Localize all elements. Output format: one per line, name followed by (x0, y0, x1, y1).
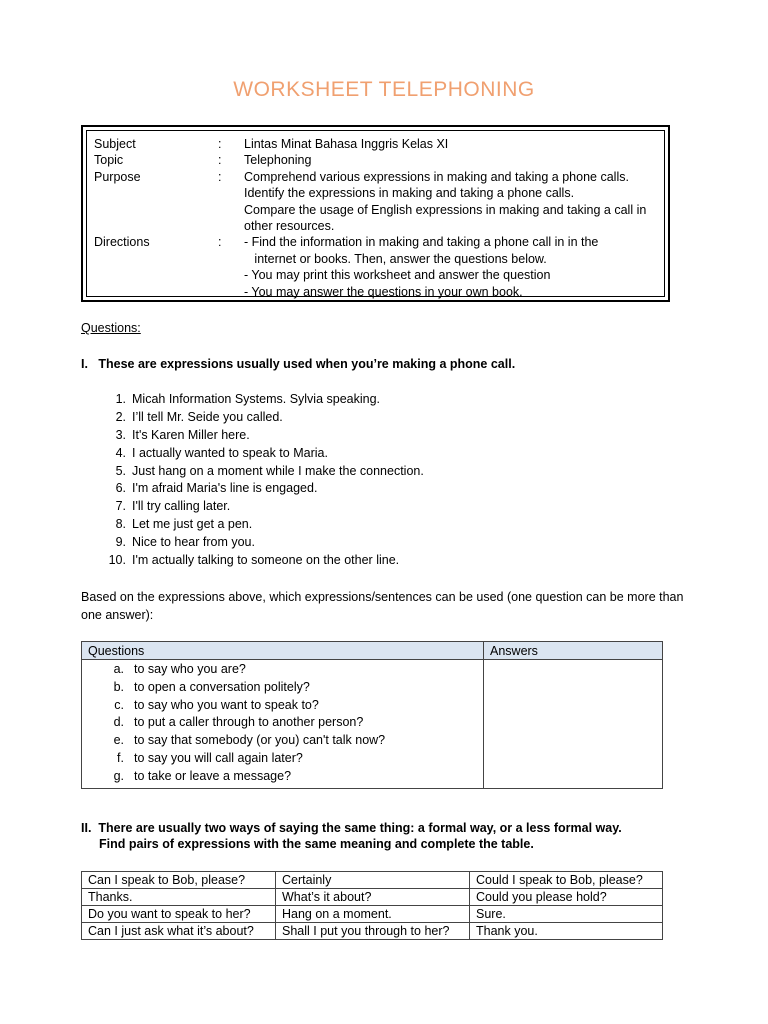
list-item (108, 661, 483, 679)
list-item (100, 552, 424, 570)
question-list (82, 660, 483, 788)
table-cell: Could you please hold? (470, 889, 663, 906)
colon: : (218, 153, 222, 168)
question-letter: a. (113, 662, 124, 676)
list-item (100, 391, 424, 409)
question-text: to open a conversation politely? (134, 679, 310, 694)
table-cell: What’s it about? (276, 889, 470, 906)
section-2-subtitle: Find pairs of expressions with the same meaning and complete the table. (99, 837, 534, 851)
question-letter: b. (113, 679, 124, 694)
list-item (100, 498, 424, 516)
question-text: to say who you are? (134, 662, 246, 676)
answers-cell[interactable] (484, 660, 663, 789)
item-number: 9. (115, 535, 126, 550)
table-row (82, 889, 663, 906)
purpose-label: Purpose (94, 169, 141, 184)
list-item (100, 445, 424, 463)
info-box (81, 125, 670, 302)
directions-value (244, 234, 664, 300)
questions-heading: Questions: (81, 321, 141, 335)
colon: : (218, 169, 222, 184)
answers-column-header: Answers (484, 642, 663, 660)
item-text: I actually wanted to speak to Maria. (132, 445, 328, 460)
question-letter: c. (114, 697, 124, 712)
item-number: 7. (115, 499, 126, 514)
list-item (100, 427, 424, 445)
table-cell: Thank you. (470, 923, 663, 940)
directions-label: Directions (94, 235, 150, 250)
list-item (108, 768, 483, 786)
question-text: to take or leave a message? (134, 768, 292, 783)
table-cell: Thanks. (82, 889, 276, 906)
item-text: Just hang on a moment while I make the connection. (132, 463, 424, 478)
item-number: 3. (115, 427, 126, 442)
colon: : (218, 137, 222, 151)
list-item (100, 463, 424, 481)
list-item (100, 516, 424, 534)
subject-value: Lintas Minat Bahasa Inggris Kelas XI (244, 137, 449, 151)
list-item (100, 409, 424, 427)
pairs-table (81, 871, 663, 940)
item-number: 6. (115, 481, 126, 496)
table-cell: Can I speak to Bob, please? (82, 872, 276, 889)
question-text: to say you will call again later? (134, 750, 303, 765)
section-1-title: I. These are expressions usually used when you’re making a phone call. (81, 357, 516, 371)
purpose-value (244, 169, 664, 235)
table-cell: Sure. (470, 906, 663, 923)
purpose-line: Comprehend various expressions in making and taking a phone calls. (244, 169, 629, 184)
table-cell: Can I just ask what it’s about? (82, 923, 276, 940)
section-2-title: II. There are usually two ways of saying the same thing: a formal way, or a less formal way. (81, 821, 622, 835)
list-item (108, 679, 483, 697)
item-number: 8. (115, 517, 126, 532)
item-text: Nice to hear from you. (132, 535, 255, 550)
list-item (108, 750, 483, 768)
list-item (100, 534, 424, 552)
based-on-text: Based on the expressions above, which expressions/sentences can be used (one question can be more than one answer): (81, 590, 684, 622)
item-number: 5. (115, 463, 126, 478)
subject-label: Subject (94, 137, 136, 151)
item-text: It's Karen Miller here. (132, 427, 250, 442)
expression-list (100, 391, 424, 570)
info-box-inner (86, 130, 665, 297)
question-text: to put a caller through to another person? (134, 715, 364, 730)
question-text: to say that somebody (or you) can't talk now? (134, 733, 386, 748)
table-cell: Shall I put you through to her? (276, 923, 470, 940)
colon: : (218, 235, 222, 250)
questions-cell (82, 660, 484, 789)
item-text: Micah Information Systems. Sylvia speaking. (132, 392, 381, 406)
item-number: 4. (115, 445, 126, 460)
table-row (82, 906, 663, 923)
item-number: 10. (108, 553, 126, 568)
table-cell: Do you want to speak to her? (82, 906, 276, 923)
purpose-line: Compare the usage of English expressions in making and taking a call in (244, 202, 647, 217)
table-row (82, 923, 663, 940)
list-item (100, 480, 424, 498)
topic-label: Topic (94, 153, 124, 168)
question-letter: e. (113, 733, 124, 748)
questions-column-header: Questions (82, 642, 484, 660)
table-cell: Certainly (276, 872, 470, 889)
table-cell: Hang on a moment. (276, 906, 470, 923)
list-item (108, 697, 483, 715)
item-text: Let me just get a pen. (132, 517, 253, 532)
item-text: I'll try calling later. (132, 499, 231, 514)
directions-line: - You may answer the questions in your own book. (244, 284, 523, 299)
questions-table (81, 641, 663, 789)
table-cell: Could I speak to Bob, please? (470, 872, 663, 889)
directions-line: - Find the information in making and taking a phone call in in the (244, 235, 599, 250)
item-text: I’ll tell Mr. Seide you called. (132, 409, 283, 424)
topic-value: Telephoning (244, 153, 312, 168)
list-item (108, 732, 483, 750)
list-item (108, 714, 483, 732)
question-text: to say who you want to speak to? (134, 697, 319, 712)
item-number: 2. (115, 409, 126, 424)
question-letter: f. (117, 750, 124, 765)
question-letter: d. (113, 715, 124, 730)
purpose-line: other resources. (244, 218, 335, 233)
purpose-line: Identify the expressions in making and taking a phone calls. (244, 186, 575, 201)
directions-line: internet or books. Then, answer the questions below. (244, 251, 547, 266)
directions-line: - You may print this worksheet and answer the question (244, 268, 551, 283)
worksheet-title: WORKSHEET TELEPHONING (233, 78, 535, 101)
item-number: 1. (115, 392, 126, 406)
item-text: I'm actually talking to someone on the other line. (132, 553, 400, 568)
question-letter: g. (113, 768, 124, 783)
table-row (82, 872, 663, 889)
item-text: I'm afraid Maria's line is engaged. (132, 481, 318, 496)
